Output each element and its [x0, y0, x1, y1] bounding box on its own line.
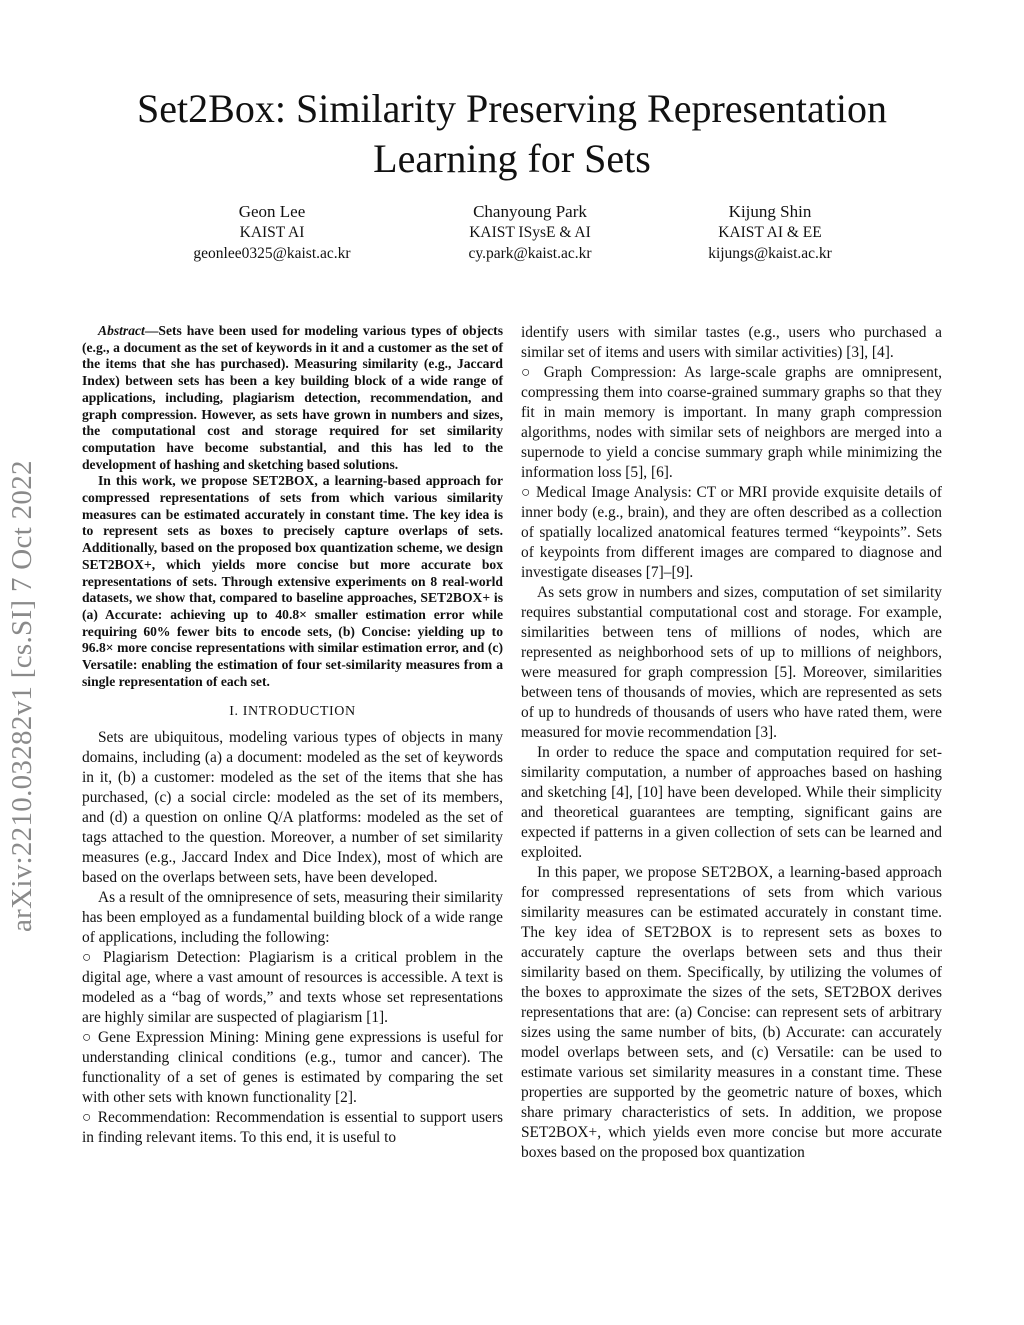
- abstract: [82, 323, 503, 690]
- abstract-text-1: —Sets have been used for modeling various types of objects (e.g., a document as the set of keywords in it and a customer as the set of the items that she has purchased). Measuring similarity (e.g., Jaccard Index) between sets has been a key building block of a wide range of applications, including, plagiarism detection, recommendation, and graph compression. However, as sets have grown in numbers and sizes, the computational cost and storage required for set similarity computation have become substantial, and this has led to the development of hashing and sketching based solutions.: [82, 323, 503, 472]
- abstract-label: Abstract: [98, 323, 145, 338]
- author-name: Geon Lee: [238, 202, 306, 221]
- left-column: [82, 323, 503, 1148]
- application-item-recommendation: ○ Recommendation: Recommendation is essential to support users in finding relevant items. To this end, it is useful to: [82, 1109, 503, 1147]
- paper-title: [60, 84, 964, 184]
- intro-right-text: [521, 323, 942, 1163]
- intro-paragraph: As sets grow in numbers and sizes, computation of set similarity requires substantial computational cost and storage. For example, similarities between tens of millions of nodes, which are represented as neighborhood sets of up to millions of neighbors, were measured for graph compression [5]. Moreover, similarities between tens of thousands of movies, which are represented as sets of up to hundreds of thousands of users who have rated them, were measured for movie recommendation [3].: [521, 584, 942, 741]
- intro-paragraph: Sets are ubiquitous, modeling various types of objects in many domains, including (a) a document: modeled as the set of keywords in it, (b) a customer: modeled as the set of the items that she has purchased, (c) a social circle: modeled as the set of its members, and (d) a question on online Q/A platforms: modeled as the set of tags attached to the question. Moreover, a number of set similarity measures (e.g., Jaccard Index and Dice Index), most of which are based on the overlaps between sets, have been developed.: [82, 729, 503, 887]
- abstract-paragraph-1: [82, 323, 503, 473]
- intro-paragraph: As a result of the omnipresence of sets, measuring their similarity has been employed as a fundamental building block of a wide range of applications, including the following:: [82, 889, 503, 947]
- application-item-graph: ○ Graph Compression: As large-scale graphs are omnipresent, compressing them into coarse-grained summary graphs so that they fit in main memory is important. In many graph compression algorithms, nodes with similar sets of neighbors are merged into a supernode to yield a concise summary graph while minimizing the information loss [5], [6].: [521, 364, 942, 481]
- intro-left-text: [82, 728, 503, 1148]
- author-email: geonlee0325@kaist.ac.kr: [193, 245, 351, 262]
- author-3: [620, 201, 920, 264]
- author-1: [122, 201, 422, 264]
- right-column: [521, 323, 942, 1163]
- application-item-gene: ○ Gene Expression Mining: Mining gene expressions is useful for understanding clinical conditions (e.g., tumor and cancer). The functionality of a set of genes is estimated by comparing the set with other sets with known functionality [2].: [82, 1029, 503, 1107]
- author-name: Chanyoung Park: [473, 202, 587, 221]
- author-affiliation: KAIST AI & EE: [718, 224, 822, 241]
- application-item-plagiarism: ○ Plagiarism Detection: Plagiarism is a critical problem in the digital age, where a vast amount of resources is accessible. A text is modeled as a “bag of words,” and texts whose set representations are highly similar are suspected of plagiarism [1].: [82, 949, 503, 1027]
- arxiv-stamp: arXiv:2210.03282v1 [cs.SI] 7 Oct 2022: [6, 460, 38, 932]
- author-email: cy.park@kaist.ac.kr: [468, 245, 592, 262]
- intro-paragraph: In order to reduce the space and computation required for set-similarity computation, a number of approaches based on hashing and sketching [4], [10] have been developed. While their simplicity and theoretical guarantees are tempting, significant gains are expected if patterns in a given collection of sets can be learned and exploited.: [521, 744, 942, 861]
- intro-paragraph: identify users with similar tastes (e.g., users who purchased a similar set of items and users with similar activities) [3], [4].: [521, 324, 942, 361]
- section-heading: I. INTRODUCTION: [229, 704, 356, 720]
- abstract-paragraph-2: In this work, we propose SET2BOX, a learning-based approach for compressed representations of sets from which various similarity measures can be estimated accurately in constant time. The key idea is to represent sets as boxes to precisely capture overlaps of sets. Additionally, based on the proposed box quantization scheme, we design SET2BOX+, which yields more concise but more accurate box representations of sets. Through extensive experiments on 8 real-world datasets, we show that, compared to baseline approaches, SET2BOX+ is (a) Accurate: achieving up to 40.8× smaller estimation error while requiring 60% fewer bits to encode sets, (b) Concise: yielding up to 96.8× more concise representations with similar estimation error, and (c) Versatile: enabling the estimation of four set-similarity measures from a single representation of each set.: [82, 473, 503, 689]
- application-item-medical: ○ Medical Image Analysis: CT or MRI provide exquisite details of inner body (e.g., brain), and they are often described as a collection of spatially localized anatomical features termed “keypoints”. Sets of keypoints from different images are compared to diagnose and investigate diseases [7]–[9].: [521, 484, 942, 581]
- author-email: kijungs@kaist.ac.kr: [708, 245, 832, 262]
- author-affiliation: KAIST ISysE & AI: [469, 224, 591, 241]
- author-affiliation: KAIST AI: [239, 224, 305, 241]
- title-line-2: Learning for Sets: [373, 136, 651, 181]
- intro-paragraph: In this paper, we propose SET2BOX, a learning-based approach for compressed representations of sets from which various similarity measures can be estimated accurately in constant time. The key idea of SET2BOX is to represent sets as boxes to accurately capture the overlaps between sets and thus their similarity based on them. Specifically, by utilizing the volumes of the boxes to approximate the sizes of the sets, SET2BOX derives representations that are: (a) Concise: can represent sets of arbitrary sizes using the same number of bits, (b) Accurate: can accurately model overlaps between sets, and (c) Versatile: can be used to estimate various set similarity measures in a constant time. These properties are supported by the geometric nature of boxes, which share primary characteristics of sets. In addition, we propose SET2BOX+, which yields even more concise but more accurate boxes based on the proposed box quantization: [521, 864, 942, 1161]
- title-line-1: Set2Box: Similarity Preserving Representation: [137, 86, 887, 131]
- author-name: Kijung Shin: [728, 202, 812, 221]
